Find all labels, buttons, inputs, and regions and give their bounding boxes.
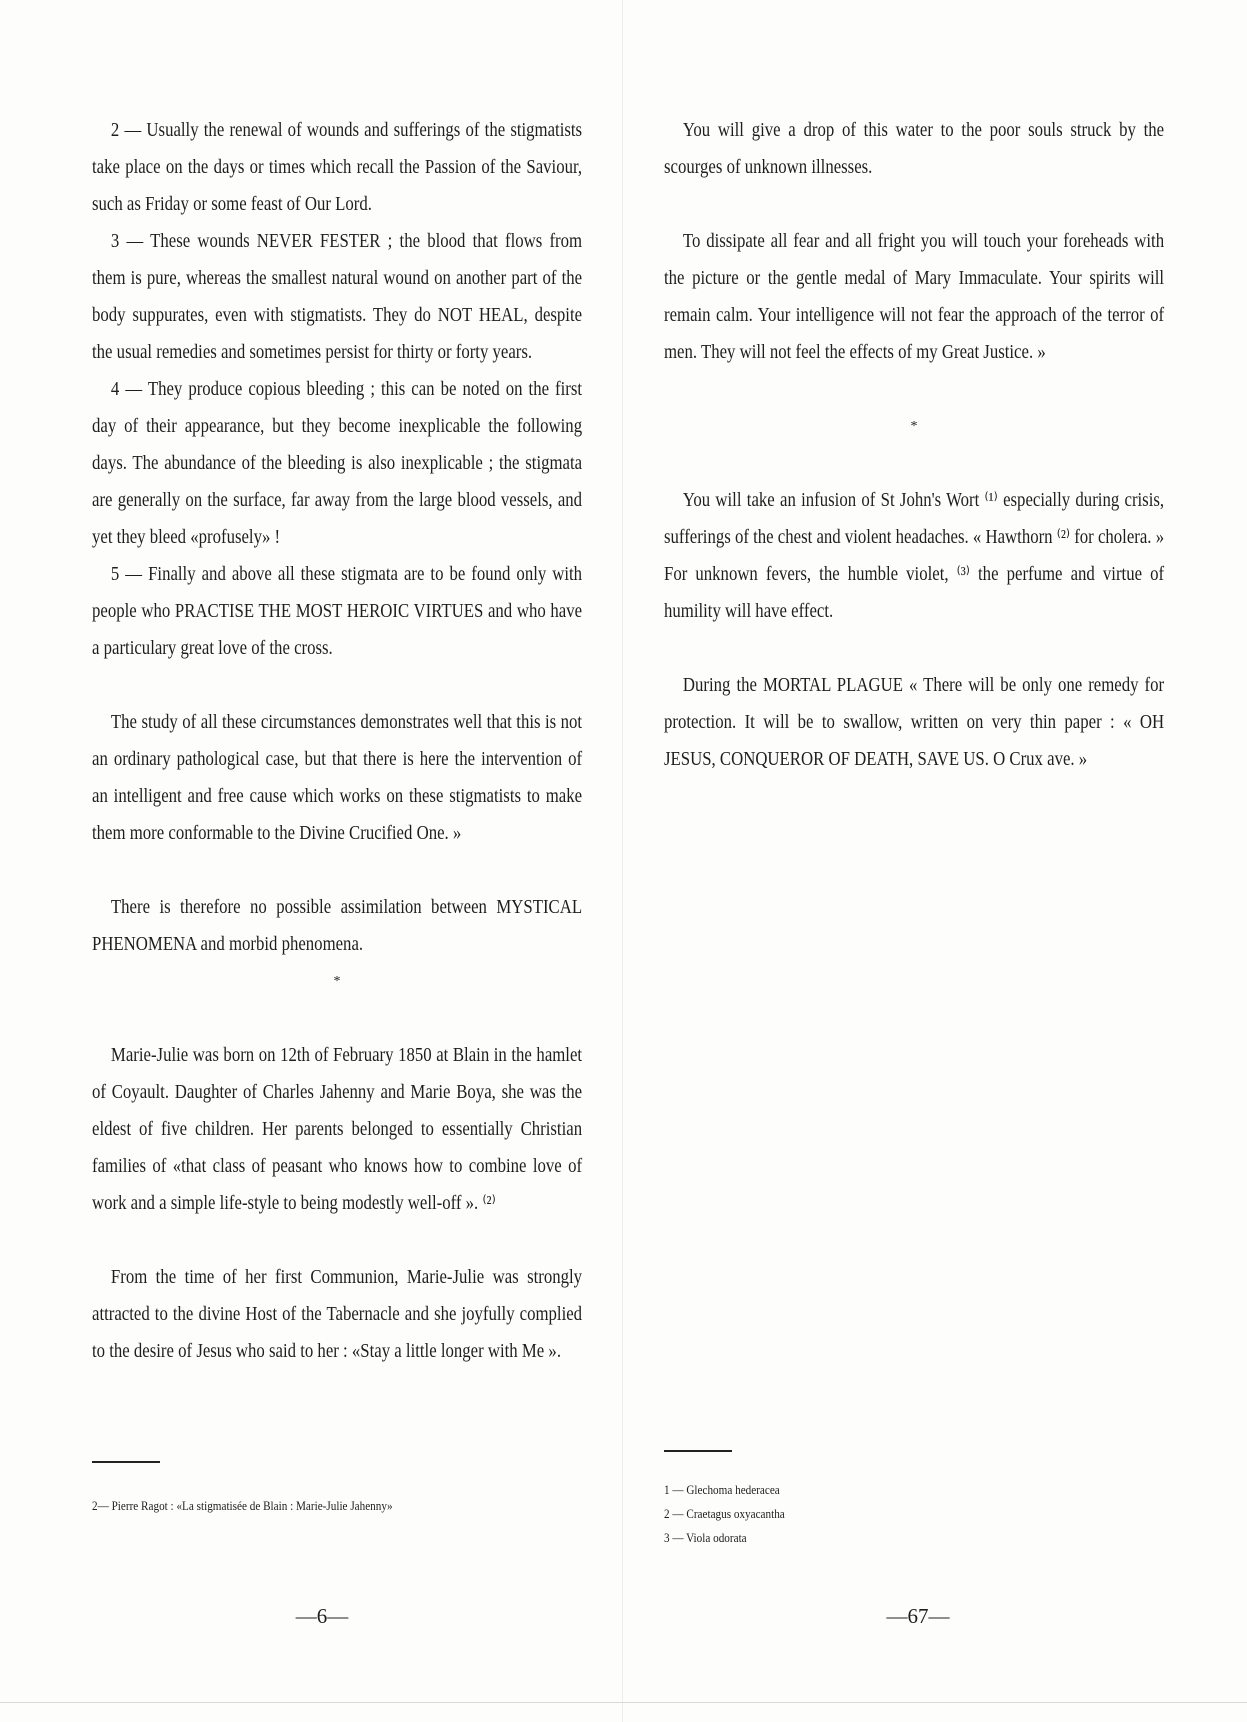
section-separator: * xyxy=(333,974,341,989)
paragraph: You will take an infusion of St John's Wort ⁽¹⁾ especially during crisis, sufferings of the chest and violent headaches. « Hawthorn ⁽²⁾ for cholera. » For unknown fevers, the humble violet, ⁽³⁾ the perfume and virtue of humility will have effect. xyxy=(664,490,1165,622)
paragraph: 2 — Usually the renewal of wounds and sufferings of the stigmatists take place on the days or times which recall the Passion of the Saviour, such as Friday or some feast of Our Lord. xyxy=(92,120,583,215)
page-number: —67— xyxy=(886,1604,950,1628)
paragraph: During the MORTAL PLAGUE « There will be only one remedy for protection. It will be to swallow, written on very thin paper : « OH JESUS, CONQUEROR OF DEATH, SAVE US. O Crux ave. » xyxy=(664,675,1165,770)
left-page xyxy=(0,0,623,1722)
left-page-text-column xyxy=(92,112,582,1370)
page-number: —6— xyxy=(295,1604,349,1628)
paragraph: 3 — These wounds NEVER FESTER ; the blood that flows from them is pure, whereas the smallest natural wound on another part of the body suppurates, even with stigmatists. They do NOT HEAL, despite the usual remedies and sometimes persist for thirty or forty years. xyxy=(92,231,583,363)
paragraph: To dissipate all fear and all fright you will touch your foreheads with the picture or the gentle medal of Mary Immaculate. Your spirits will remain calm. Your intelligence will not fear the approach of the terror of men. They will not feel the effects of my Great Justice. » xyxy=(664,231,1165,363)
footnote-rule xyxy=(664,1450,732,1452)
paragraph: The study of all these circumstances demonstrates well that this is not an ordinary pathological case, but that there is here the intervention of an intelligent and free cause which works on these stigmatists to make them more conformable to the Divine Crucified One. » xyxy=(92,712,583,844)
right-page xyxy=(623,0,1247,1722)
paragraph: 4 — They produce copious bleeding ; this can be noted on the first day of their appearance, but they become inexplicable the following days. The abundance of the bleeding is also inexplicable ; the stigmata are generally on the surface, far away from the large blood vessels, and yet they bleed «profusely» ! xyxy=(92,379,583,548)
footnote-rule xyxy=(92,1461,160,1463)
section-separator: * xyxy=(910,419,918,434)
paragraph: Marie-Julie was born on 12th of February 1850 at Blain in the hamlet of Coyault. Daughter of Charles Jahenny and Marie Boya, she was the eldest of five children. Her parents belonged to essentially Christian families of «that class of peasant who knows how to combine love of work and a simple life-style to being modestly well-off ». ⁽²⁾ xyxy=(92,1045,583,1214)
paragraph: You will give a drop of this water to the poor souls struck by the scourges of unknown illnesses. xyxy=(664,120,1165,178)
paragraph: From the time of her first Communion, Marie-Julie was strongly attracted to the divine Host of the Tabernacle and she joyfully complied to the desire of Jesus who said to her : «Stay a little longer with Me ». xyxy=(92,1267,583,1362)
paragraph: There is therefore no possible assimilation between MYSTICAL PHENOMENA and morbid phenomena. xyxy=(92,897,583,955)
paragraph: 5 — Finally and above all these stigmata are to be found only with people who PRACTISE THE MOST HEROIC VIRTUES and who have a particulary great love of the cross. xyxy=(92,564,583,659)
footnote: 1 — Glechoma hederacea xyxy=(664,1482,780,1497)
footnote: 3 — Viola odorata xyxy=(664,1530,747,1545)
right-page-text-column xyxy=(664,112,1164,778)
scan-edge xyxy=(0,1702,1247,1703)
footnote: 2— Pierre Ragot : «La stigmatisée de Blain : Marie-Julie Jahenny» xyxy=(92,1498,393,1513)
footnote: 2 — Craetagus oxyacantha xyxy=(664,1506,785,1521)
